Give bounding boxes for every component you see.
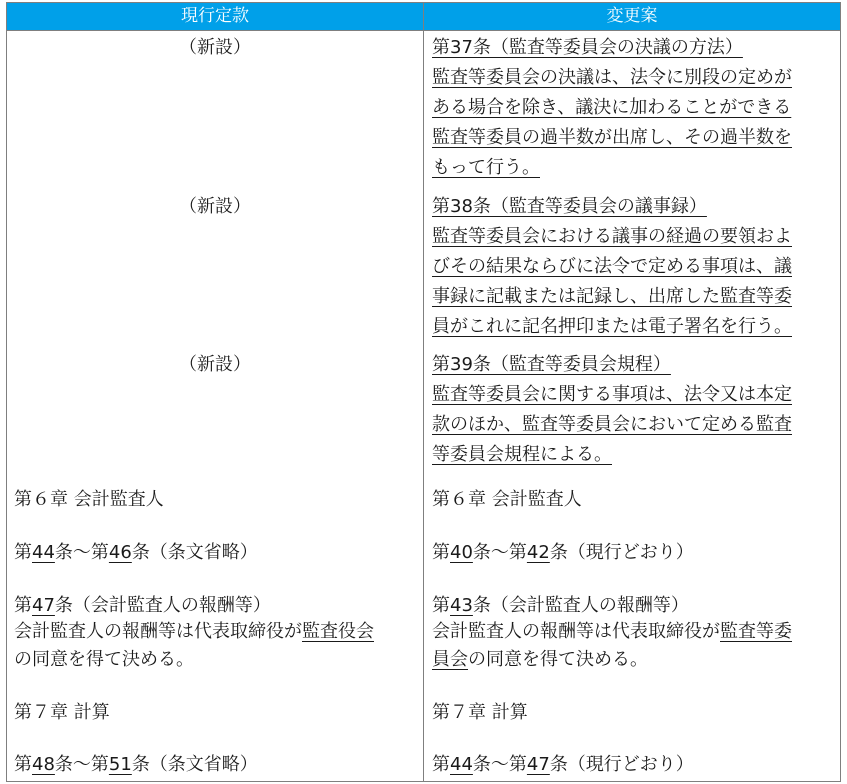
chapter-6-current: 第６章 会計監査人 [14, 489, 164, 510]
new-marker-38: （新設） [179, 196, 251, 217]
article-38-line: 事録に記載または記録し、出席した監査等委 [432, 286, 792, 307]
article-38-line: 監査等委員会における議事の経過の要領およ [432, 226, 792, 247]
article-37-title: 第37条（監査等委員会の決議の方法） [432, 37, 743, 58]
article-38-line: びその結果ならびに法令で定める事項は、議 [432, 256, 792, 277]
article-37-line: 監査等委員の過半数が出席し、その過半数を [432, 127, 792, 148]
article-38-title: 第38条（監査等委員会の議事録） [432, 196, 707, 217]
article-43-proposed: 第43条（会計監査人の報酬等） 会計監査人の報酬等は代表取締役が監査等委 員会の同意を得て決める。 [432, 595, 792, 670]
header-current: 現行定款 [7, 3, 423, 30]
article-37-line: ある場合を除き、議決に加わることができる [432, 97, 792, 118]
article-37-line: もって行う。 [432, 157, 540, 178]
articles-range-proposed-2: 第44条～第47条（現行どおり） [432, 754, 694, 775]
article-39-proposed [432, 350, 792, 470]
column-divider [423, 2, 424, 782]
new-marker-39: （新設） [179, 354, 251, 375]
chapter-7-proposed: 第７章 計算 [432, 702, 528, 723]
article-38-line: 員がこれに記名押印または電子署名を行う。 [432, 316, 792, 337]
articles-range-current: 第44条～第46条（条文省略） [14, 542, 258, 563]
new-marker-37: （新設） [179, 37, 251, 58]
header-proposed: 変更案 [424, 3, 840, 30]
articles-range-proposed: 第40条～第42条（現行どおり） [432, 542, 694, 563]
article-39-line: 監査等委員会に関する事項は、法令又は本定 [432, 384, 792, 405]
chapter-7-current: 第７章 計算 [14, 702, 110, 723]
article-39-title: 第39条（監査等委員会規程） [432, 354, 671, 375]
chapter-6-proposed: 第６章 会計監査人 [432, 489, 582, 510]
article-39-line: 款のほか、監査等委員会において定める監査 [432, 414, 792, 435]
article-38-proposed [432, 192, 792, 342]
article-37-line: 監査等委員会の決議は、法令に別段の定めが [432, 67, 792, 88]
article-39-line: 等委員会規程による。 [432, 444, 612, 465]
articles-range-current-2: 第48条～第51条（条文省略） [14, 754, 258, 775]
article-37-proposed [432, 33, 792, 183]
article-47-current: 第47条（会計監査人の報酬等） 会計監査人の報酬等は代表取締役が監査役会 の同意を得て決める。 [14, 595, 374, 670]
